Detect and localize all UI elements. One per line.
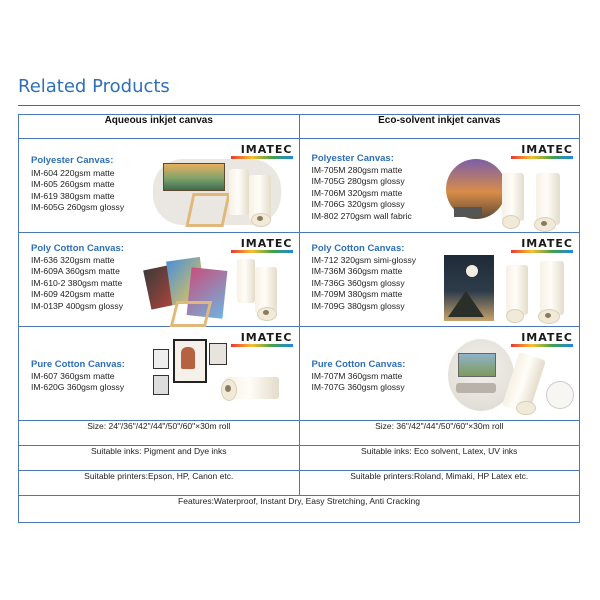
list-item: IM-705M 280gsm matte <box>311 165 403 175</box>
list-item: IM-609 420gsm matte <box>31 289 115 300</box>
list-item: IM-636 320gsm matte <box>31 255 115 265</box>
category-title: Polyester Canvas: <box>31 155 114 166</box>
product-table <box>18 114 580 523</box>
brand-logo: IMATEC <box>521 143 573 156</box>
list-item: IM-607 360gsm matte <box>31 371 115 381</box>
list-item: IM-604 220gsm matte <box>31 168 115 178</box>
product-cell <box>19 327 300 421</box>
product-cell <box>19 233 300 327</box>
item-list <box>31 168 124 214</box>
list-item: IM-707G 360gsm glossy <box>311 382 405 393</box>
section-title: Related Products <box>18 76 170 97</box>
list-item: IM-707M 360gsm matte <box>311 371 403 381</box>
column-header-eco-solvent: Eco-solvent inkjet canvas <box>299 115 580 139</box>
list-item: IM-619 380gsm matte <box>31 190 115 201</box>
list-item: IM-706M 320gsm matte <box>311 187 403 198</box>
title-divider <box>18 105 580 106</box>
size-info-eco-solvent: Size: 36"/42"/44"/50"/60"×30m roll <box>299 421 580 446</box>
product-cell <box>299 139 580 233</box>
features-row: Features:Waterproof, Instant Dry, Easy Stretching, Anti Cracking <box>19 496 580 523</box>
list-item: IM-705G 280gsm glossy <box>311 176 405 187</box>
room-canvas-and-roll-image <box>448 335 578 417</box>
printers-info-aqueous: Suitable printers:Epson, HP, Canon etc. <box>19 471 300 496</box>
item-list <box>312 255 417 312</box>
landscape-canvas-and-rolls-image <box>147 157 287 229</box>
item-list <box>31 255 123 312</box>
item-list <box>312 371 405 394</box>
inks-info-aqueous: Suitable inks: Pigment and Dye inks <box>19 446 300 471</box>
sunset-canvas-and-rolls-image <box>440 159 576 231</box>
item-list <box>312 165 412 222</box>
inks-info-eco-solvent: Suitable inks: Eco solvent, Latex, UV inks <box>299 446 580 471</box>
size-info-aqueous: Size: 24"/36"/42"/44"/50"/60"×30m roll <box>19 421 300 446</box>
list-item: IM-605G 260gsm glossy <box>31 202 125 213</box>
printers-info-eco-solvent: Suitable printers:Roland, Mimaki, HP Latex etc. <box>299 471 580 496</box>
moon-mountain-canvas-and-rolls-image <box>444 253 578 325</box>
brand-logo: IMATEC <box>240 237 293 250</box>
category-title: Pure Cotton Canvas: <box>311 359 406 370</box>
list-item: IM-609A 360gsm matte <box>31 266 120 277</box>
product-cell <box>299 233 580 327</box>
list-item: IM-802 270gsm wall fabric <box>311 210 412 221</box>
brand-logo: IMATEC <box>240 143 293 156</box>
photo-canvases-and-rolls-image <box>143 253 289 325</box>
category-title: Poly Cotton Canvas: <box>311 243 405 254</box>
list-item: IM-620G 360gsm glossy <box>31 382 125 393</box>
brand-logo: IMATEC <box>521 331 573 344</box>
category-title: Polyester Canvas: <box>311 153 394 164</box>
category-title: Pure Cotton Canvas: <box>31 359 125 370</box>
brand-logo: IMATEC <box>521 237 573 250</box>
list-item: IM-736M 360gsm matte <box>311 266 403 277</box>
list-item: IM-013P 400gsm glossy <box>31 300 124 311</box>
list-item: IM-736G 360gsm glossy <box>311 277 405 288</box>
list-item: IM-709M 380gsm matte <box>311 289 403 300</box>
brand-logo: IMATEC <box>240 331 293 344</box>
list-item: IM-605 260gsm matte <box>31 179 115 190</box>
item-list <box>31 371 124 394</box>
list-item: IM-709G 380gsm glossy <box>311 300 405 311</box>
list-item: IM-706G 320gsm glossy <box>311 199 405 210</box>
list-item: IM-712 320gsm simi-glossy <box>311 255 417 265</box>
product-cell <box>19 139 300 233</box>
product-cell <box>299 327 580 421</box>
deer-frames-and-roll-image <box>149 335 289 417</box>
category-title: Poly Cotton Canvas: <box>31 243 124 254</box>
column-header-aqueous: Aqueous inkjet canvas <box>19 115 300 139</box>
list-item: IM-610-2 380gsm matte <box>31 277 123 288</box>
